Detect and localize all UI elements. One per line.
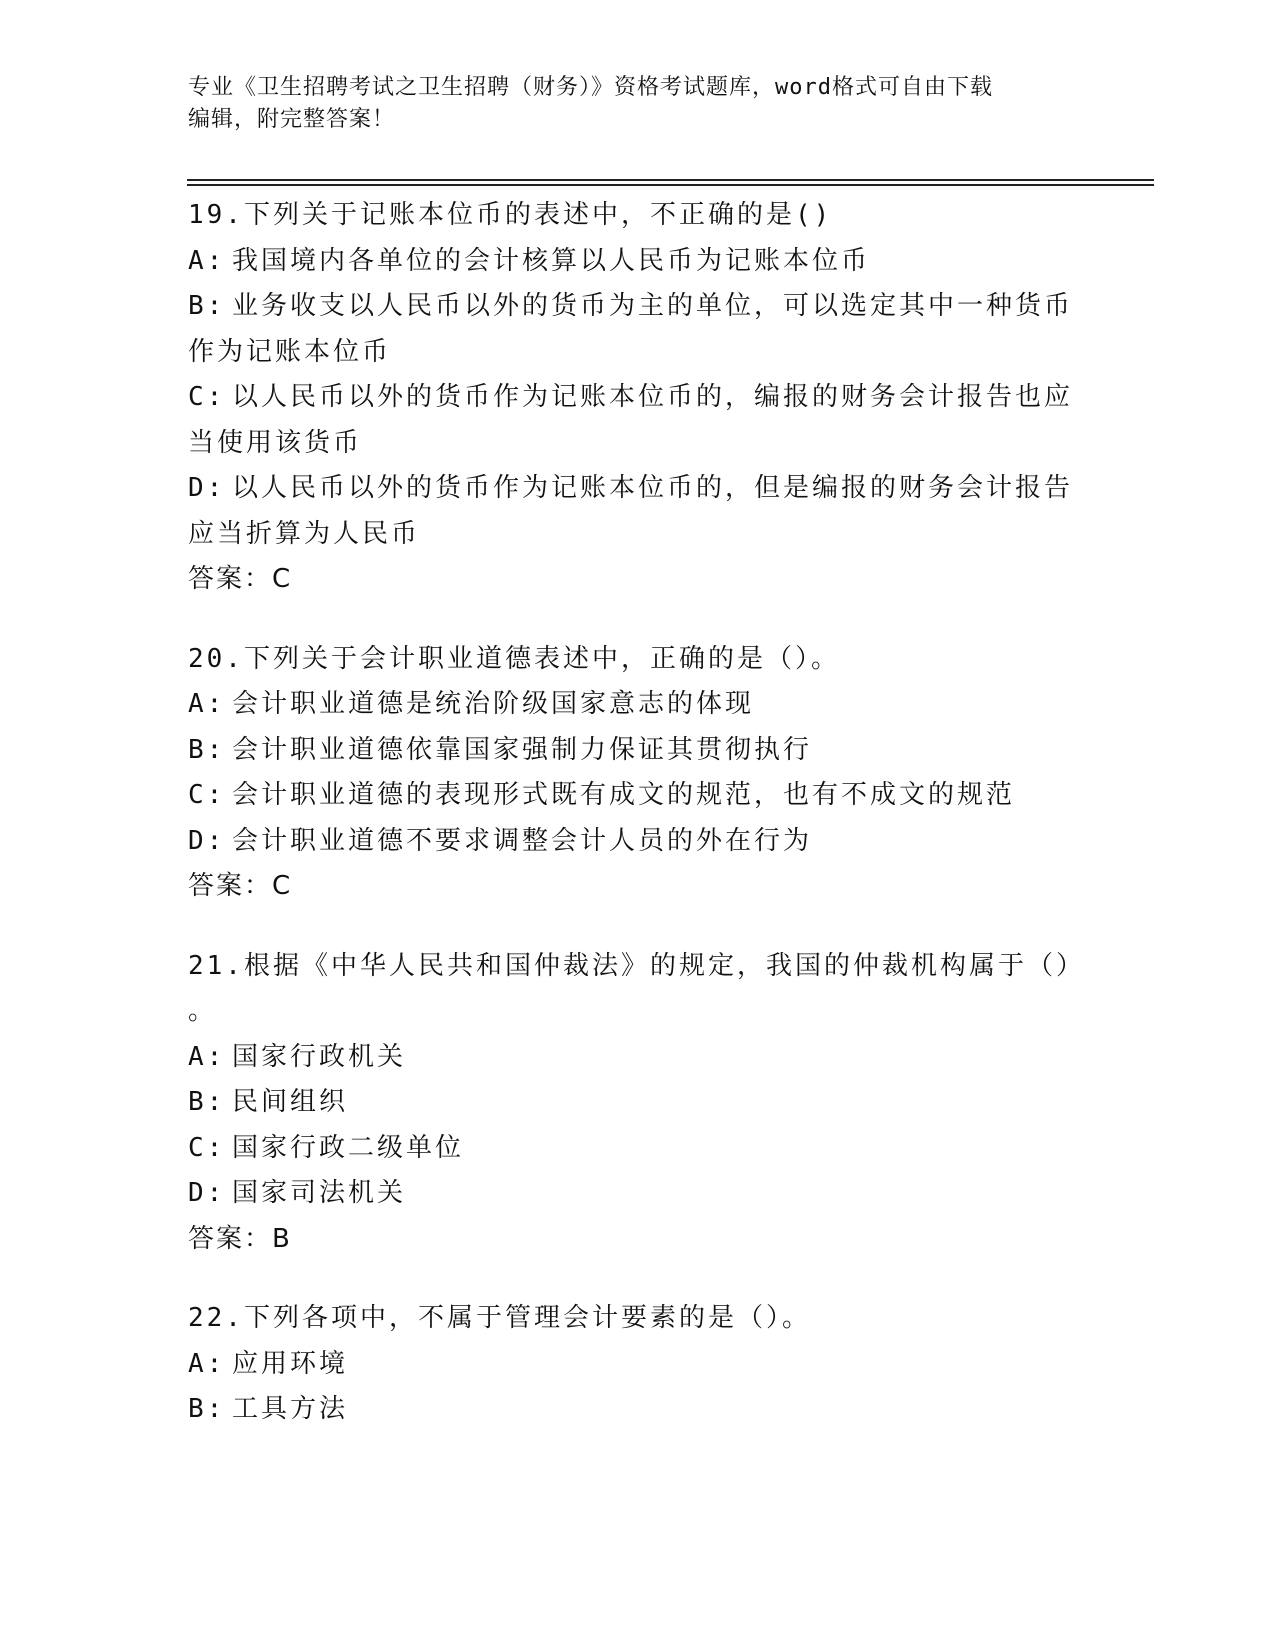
option-letter: A: <box>188 1041 226 1072</box>
option-letter: B: <box>188 734 226 765</box>
option-text: 应当折算为人民币 <box>188 518 421 549</box>
option-text: 工具方法 <box>232 1394 349 1424</box>
answer-line <box>188 1217 1088 1263</box>
question-block <box>188 1296 1088 1433</box>
option-line <box>188 512 1088 558</box>
option-letter: D: <box>188 825 226 856</box>
option-text: 民间组织 <box>232 1087 349 1117</box>
option-line <box>188 819 1088 865</box>
option-line <box>188 330 1088 376</box>
option-text: 会计职业道德的表现形式既有成文的规范，也有不成文的规范 <box>232 780 1016 810</box>
option-line <box>188 1171 1088 1217</box>
answer-line <box>188 557 1088 603</box>
option-letter: D: <box>188 473 226 503</box>
answer-line <box>188 864 1088 910</box>
question-list <box>188 193 1088 1467</box>
answer-value: C <box>272 871 291 901</box>
option-text: 会计职业道德是统治阶级国家意志的体现 <box>232 689 755 719</box>
option-line <box>188 239 1088 285</box>
option-letter: A: <box>188 1348 226 1379</box>
answer-label: 答案： <box>188 1223 273 1254</box>
answer-label: 答案： <box>188 564 273 594</box>
header-divider-top <box>187 179 1154 181</box>
option-text: 我国境内各单位的会计核算以人民币为记账本位币 <box>232 245 871 276</box>
option-line <box>188 1080 1088 1126</box>
option-letter: B: <box>188 291 226 321</box>
option-text: 国家行政二级单位 <box>232 1132 465 1163</box>
question-stem: 19.下列关于记账本位币的表述中，不正确的是() <box>188 200 833 230</box>
option-text: 业务收支以人民币以外的货币为主的单位，可以选定其中一种货币 <box>232 291 1074 321</box>
question-stem: 21.根据《中华人民共和国仲裁法》的规定，我国的仲裁机构属于（） <box>188 950 1085 981</box>
header-divider-bottom <box>187 184 1154 186</box>
document-header <box>188 72 1088 136</box>
header-line-1: 专业《卫生招聘考试之卫生招聘（财务）》资格考试题库，word格式可自由下载 <box>188 75 993 100</box>
option-line <box>188 682 1088 728</box>
option-line <box>188 1387 1088 1433</box>
answer-value: B <box>272 1223 290 1254</box>
option-letter: C: <box>188 780 226 810</box>
option-letter: B: <box>188 1394 226 1424</box>
header-line-2: 编辑，附完整答案！ <box>188 107 396 132</box>
question-block <box>188 637 1088 910</box>
question-stem: 20.下列关于会计职业道德表述中，正确的是（）。 <box>188 643 840 674</box>
option-letter: C: <box>188 382 226 412</box>
option-line <box>188 1035 1088 1081</box>
option-letter: B: <box>188 1087 226 1117</box>
option-line <box>188 1342 1088 1388</box>
option-text: 作为记账本位币 <box>188 336 392 367</box>
question-stem: 。 <box>188 996 218 1026</box>
option-line <box>188 375 1088 421</box>
answer-label: 答案： <box>188 871 273 901</box>
option-text: 国家司法机关 <box>232 1178 407 1208</box>
option-line <box>188 284 1088 330</box>
option-line <box>188 421 1088 467</box>
option-letter: D: <box>188 1178 226 1208</box>
option-text: 会计职业道德依靠国家强制力保证其贯彻执行 <box>232 734 813 765</box>
option-text: 以人民币以外的货币作为记账本位币的，编报的财务会计报告也应 <box>232 382 1074 412</box>
question-block <box>188 193 1088 603</box>
option-text: 会计职业道德不要求调整会计人员的外在行为 <box>232 825 813 856</box>
option-text: 应用环境 <box>232 1348 349 1379</box>
option-letter: C: <box>188 1132 226 1163</box>
option-text: 国家行政机关 <box>232 1041 407 1072</box>
question-stem: 22.下列各项中，不属于管理会计要素的是（）。 <box>188 1303 811 1333</box>
option-line <box>188 728 1088 774</box>
option-line <box>188 466 1088 512</box>
option-line <box>188 773 1088 819</box>
answer-value: C <box>272 564 291 594</box>
option-text: 当使用该货币 <box>188 427 363 458</box>
option-letter: A: <box>188 245 226 276</box>
question-block <box>188 944 1088 1263</box>
option-line <box>188 1126 1088 1172</box>
option-letter: A: <box>188 689 226 719</box>
option-text: 以人民币以外的货币作为记账本位币的，但是编报的财务会计报告 <box>232 473 1074 503</box>
